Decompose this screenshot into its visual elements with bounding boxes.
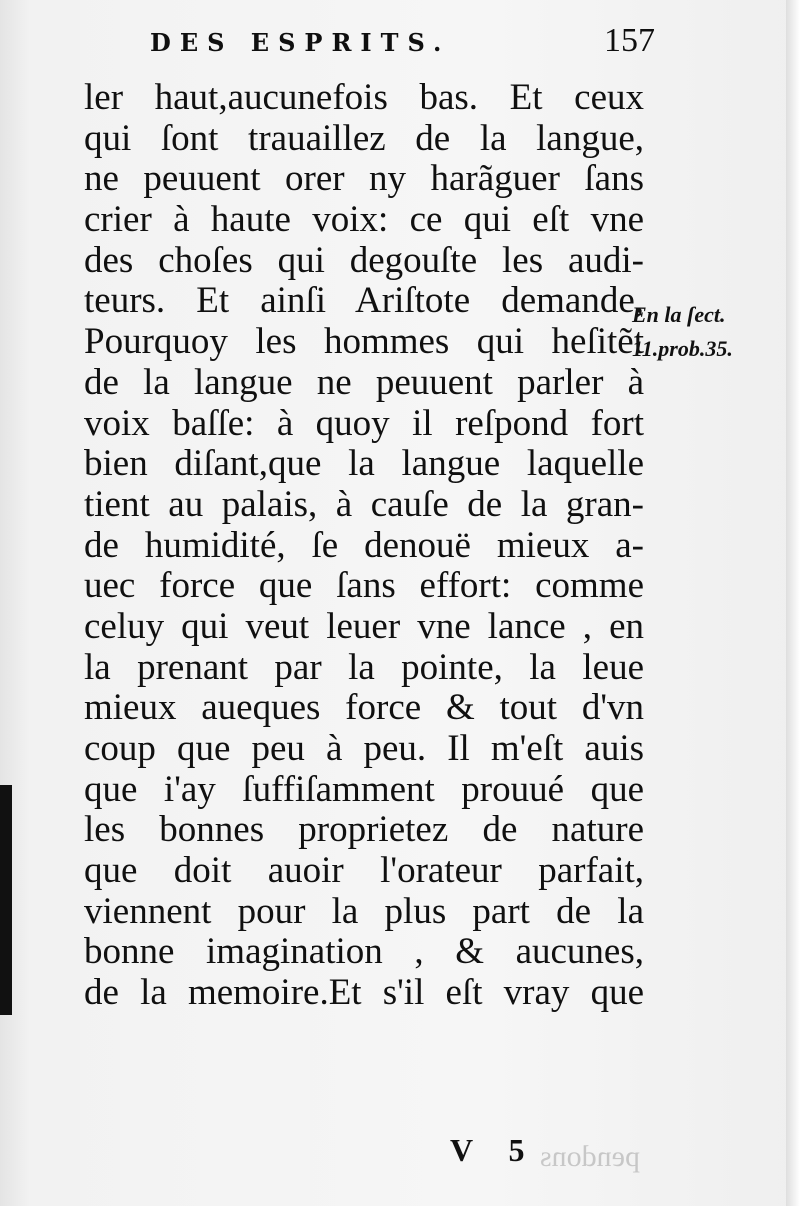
text-line: celuy qui veut leuer vne lance , en [84, 605, 644, 647]
text-line: de la memoire.Et s'il eſt vray que [84, 972, 644, 1014]
page-number: 157 [604, 22, 655, 59]
binding-shadow [0, 785, 12, 1015]
marginal-note-line: En la ſect. [632, 302, 726, 327]
body-text [84, 78, 644, 1014]
text-line: bien diſant,que la langue laquelle [84, 443, 644, 485]
text-line: ler haut,aucunefois bas. Et ceux [84, 77, 644, 118]
text-line: crier à haute voix: ce qui eſt vne [84, 199, 644, 241]
text-line: que i'ay ſuffiſamment prouué que [84, 768, 644, 810]
text-line: Pourquoy les hommes qui heſitẽt [84, 321, 644, 363]
page-edge [786, 0, 800, 1206]
marginal-note [632, 298, 782, 366]
show-through-text: pendons [540, 1140, 640, 1173]
text-line: mieux aueques force & tout d'vn [84, 687, 644, 729]
text-line: de humidité, ſe denouë mieux a- [84, 524, 644, 566]
text-line: que doit auoir l'orateur parfait, [84, 850, 644, 892]
text-line: les bonnes proprietez de nature [84, 809, 644, 851]
text-line: ne peuuent orer ny harãguer ſans [84, 158, 644, 200]
text-line: des choſes qui degouſte les audi- [84, 239, 644, 281]
text-line: uec force que ſans effort: comme [84, 565, 644, 607]
marginal-note-line: 11.prob.35. [632, 336, 733, 361]
running-head: DES ESPRITS. [150, 28, 451, 57]
text-line: teurs. Et ainſi Ariſtote demande, [84, 280, 644, 322]
text-line: tient au palais, à cauſe de la gran- [84, 483, 644, 525]
text-line: qui ſont trauaillez de la langue, [84, 117, 644, 159]
text-line: coup que peu à peu. Il m'eſt auis [84, 728, 644, 769]
text-line: viennent pour la plus part de la [84, 890, 644, 932]
signature-mark: V 5 [450, 1132, 539, 1168]
text-line: voix baſſe: à quoy il reſpond fort [84, 402, 644, 444]
text-line: la prenant par la pointe, la leue [84, 646, 644, 688]
text-line: bonne imagination , & aucunes, [84, 931, 644, 973]
page-header [150, 22, 670, 66]
text-line: de la langue ne peuuent parler à [84, 361, 644, 403]
